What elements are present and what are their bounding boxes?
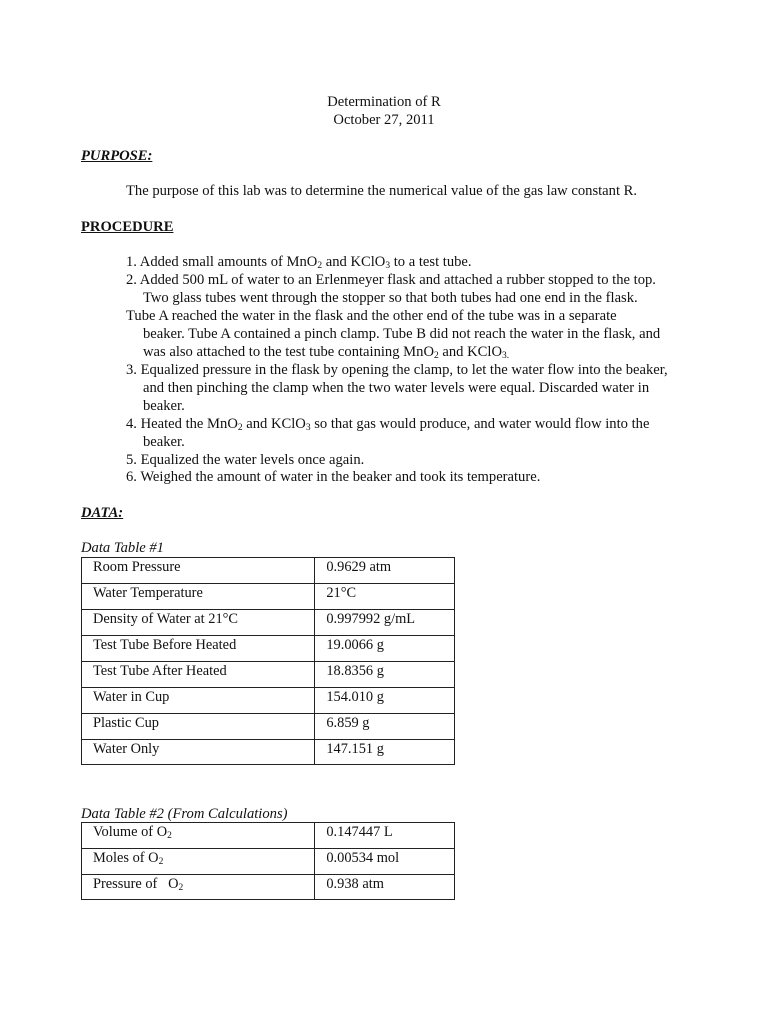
table-cell-label: Plastic Cup	[82, 714, 315, 740]
table-row	[82, 714, 455, 740]
tube-line-3-a: was also attached to the test tube containing MnO	[143, 344, 434, 360]
procedure-step-3	[126, 361, 706, 415]
subscript: 3	[385, 261, 391, 271]
subscript: 2	[434, 351, 439, 361]
table-cell-label: Test Tube Before Heated	[82, 636, 315, 662]
data-heading: DATA:	[81, 505, 124, 521]
purpose-text: The purpose of this lab was to determine the numerical value of the gas law constant R.	[126, 183, 638, 199]
step-4-line-2: beaker.	[143, 434, 185, 450]
subscript: 2	[317, 261, 323, 271]
tube-line-1: Tube A reached the water in the flask and the other end of the tube was in a separate	[126, 308, 617, 324]
table-cell-value: 0.9629 atm	[315, 558, 455, 584]
table-cell-value: 18.8356 g	[315, 662, 455, 688]
label-text: Pressure of O	[93, 876, 179, 892]
step-3-line-2: and then pinching the clamp when the two water levels were equal. Discarded water in	[143, 380, 650, 396]
tube-line-2: beaker. Tube A contained a pinch clamp. Tube B did not reach the water in the flask, and	[143, 326, 661, 342]
document-date: October 27, 2011	[333, 112, 435, 128]
table-cell-value: 19.0066 g	[315, 636, 455, 662]
table-cell-value: 0.00534 mol	[315, 849, 455, 875]
step-1-text-b: and KClO	[322, 254, 386, 270]
procedure-step-2	[126, 271, 706, 307]
table-cell-value: 6.859 g	[315, 714, 455, 740]
label-text: Moles of O	[93, 850, 159, 866]
table-row	[82, 662, 455, 688]
step-3-line-1: 3. Equalized pressure in the flask by opening the clamp, to let the water flow into the beaker,	[126, 362, 668, 378]
table-cell-label: Water Only	[82, 740, 315, 765]
purpose-heading: PURPOSE:	[81, 148, 153, 164]
data-table-2	[81, 822, 455, 900]
table-row	[82, 610, 455, 636]
table-row	[82, 636, 455, 662]
step-2-line-1: 2. Added 500 mL of water to an Erlenmeyer flask and attached a rubber stopped to the top.	[126, 272, 656, 288]
step-3-line-3: beaker.	[143, 398, 185, 414]
table-cell-value: 0.938 atm	[315, 875, 455, 900]
subscript: 2	[167, 831, 172, 841]
subscript: 2	[178, 883, 184, 893]
table-row	[82, 558, 455, 584]
step-1-text-a: 1. Added small amounts of MnO	[126, 254, 318, 270]
tube-line-3-b: and KClO	[438, 344, 502, 360]
step-4-text-b: and KClO	[242, 416, 306, 432]
table-row	[82, 740, 455, 765]
tube-line-3	[126, 343, 706, 361]
procedure-tube-note	[126, 307, 706, 361]
procedure-step-4	[126, 415, 706, 451]
tube-line-3-period: .	[506, 351, 510, 361]
subscript: 2	[158, 857, 164, 867]
table-cell-label: Density of Water at 21°C	[82, 610, 315, 636]
procedure-step-1	[126, 253, 706, 271]
table-cell-value: 0.147447 L	[315, 823, 455, 849]
table-cell-label	[82, 875, 315, 900]
procedure-heading: PROCEDURE	[81, 219, 174, 235]
table-cell-label: Water in Cup	[82, 688, 315, 714]
subscript: 2	[237, 423, 243, 433]
table-row	[82, 688, 455, 714]
step-4-text-c: so that gas would produce, and water would flow into the	[310, 416, 650, 432]
table-cell-label: Water Temperature	[82, 584, 315, 610]
table-cell-label: Test Tube After Heated	[82, 662, 315, 688]
document-title: Determination of R	[327, 94, 441, 110]
table-row	[82, 849, 455, 875]
subscript: 3	[305, 423, 311, 433]
table-cell-value: 154.010 g	[315, 688, 455, 714]
table-row	[82, 875, 455, 900]
table-row	[82, 584, 455, 610]
table-2-caption: Data Table #2 (From Calculations)	[81, 806, 288, 822]
step-2-line-2: Two glass tubes went through the stopper so that both tubes had one end in the flask.	[143, 290, 638, 306]
title-block	[0, 93, 768, 129]
procedure-step-6: 6. Weighed the amount of water in the beaker and took its temperature.	[126, 469, 541, 485]
table-cell-label	[82, 849, 315, 875]
table-cell-value: 147.151 g	[315, 740, 455, 765]
step-4-text-a: 4. Heated the MnO	[126, 416, 238, 432]
label-text: Volume of O	[93, 824, 168, 840]
table-cell-label: Room Pressure	[82, 558, 315, 584]
step-1-text-c: to a test tube.	[390, 254, 472, 270]
data-table-1	[81, 557, 455, 765]
table-cell-label	[82, 823, 315, 849]
table-row	[82, 823, 455, 849]
procedure-step-5: 5. Equalized the water levels once again.	[126, 452, 365, 468]
table-cell-value: 0.997992 g/mL	[315, 610, 455, 636]
subscript: 3	[502, 351, 507, 361]
table-cell-value: 21°C	[315, 584, 455, 610]
table-1-caption: Data Table #1	[81, 540, 164, 556]
